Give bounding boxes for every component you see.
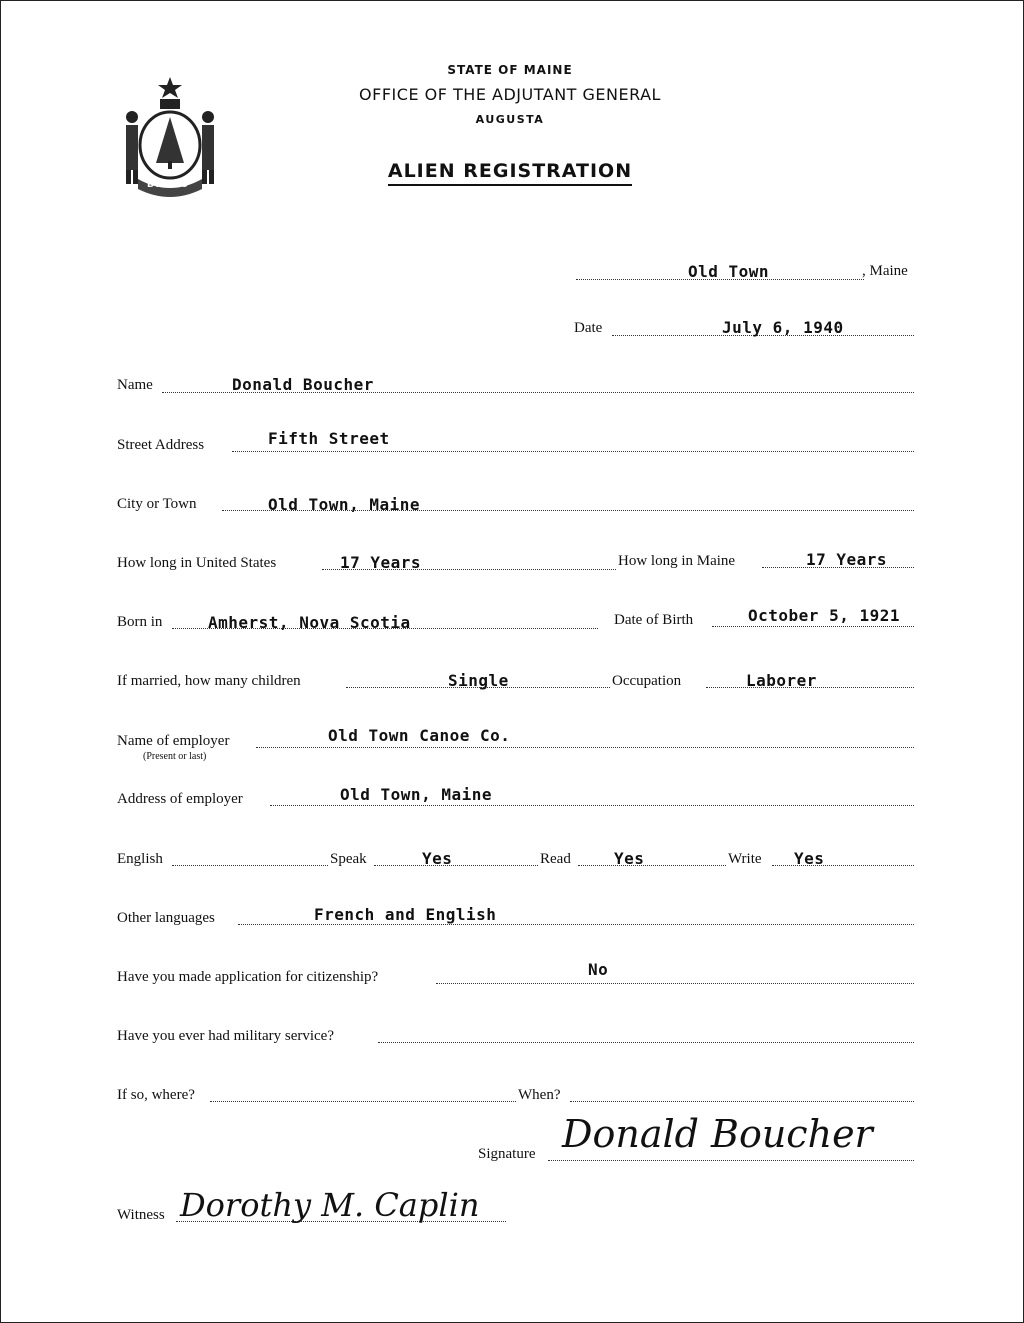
how-long-maine-label: How long in Maine (618, 553, 736, 569)
date-of-birth-label: Date of Birth (614, 612, 694, 628)
street-address-value: Fifth Street (268, 429, 390, 448)
write-value: Yes (794, 849, 825, 868)
date-label: Date (574, 320, 603, 336)
employer-address-label: Address of employer (117, 791, 243, 807)
city-heading: AUGUSTA (475, 113, 545, 126)
how-long-us-value: 17 Years (340, 553, 422, 572)
employer-label: Name of employer (117, 733, 230, 749)
read-value: Yes (614, 849, 645, 868)
name-label: Name (117, 377, 153, 393)
office-heading: OFFICE OF THE ADJUTANT GENERAL (359, 85, 661, 104)
street-address-label: Street Address (117, 437, 205, 453)
english-label: English (117, 851, 163, 867)
read-label: Read (540, 851, 571, 867)
witness-value: Dorothy M. Caplin (180, 1186, 480, 1224)
city-town-value: Old Town, Maine (268, 495, 420, 514)
employer-value: Old Town Canoe Co. (328, 726, 511, 745)
children-value: Single (448, 671, 509, 690)
where-label: If so, where? (117, 1087, 195, 1103)
state-heading: STATE OF MAINE (447, 63, 573, 77)
citizenship-label: Have you made application for citizenship? (117, 969, 379, 985)
city-town-label: City or Town (117, 496, 197, 512)
speak-label: Speak (330, 851, 367, 867)
signature-label: Signature (478, 1146, 536, 1162)
name-value: Donald Boucher (232, 375, 374, 394)
employer-sublabel: (Present or last) (143, 751, 207, 762)
citizenship-value: No (588, 960, 609, 979)
children-label: If married, how many children (117, 673, 301, 689)
occupation-value: Laborer (746, 671, 817, 690)
seal-motto: DIRIGO (147, 180, 190, 190)
form-title: ALIEN REGISTRATION (260, 160, 760, 182)
date-of-birth-value: October 5, 1921 (748, 606, 900, 625)
occupation-label: Occupation (612, 673, 682, 689)
place-state-label: , Maine (862, 263, 908, 279)
born-in-value: Amherst, Nova Scotia (208, 613, 411, 632)
signature-value: Donald Boucher (562, 1112, 873, 1156)
how-long-us-label: How long in United States (117, 555, 277, 571)
born-in-label: Born in (117, 614, 163, 630)
speak-value: Yes (422, 849, 453, 868)
other-languages-value: French and English (314, 905, 497, 924)
how-long-maine-value: 17 Years (806, 550, 888, 569)
employer-address-value: Old Town, Maine (340, 785, 492, 804)
other-languages-label: Other languages (117, 910, 215, 926)
military-label: Have you ever had military service? (117, 1028, 334, 1044)
write-label: Write (728, 851, 762, 867)
date-value: July 6, 1940 (722, 318, 844, 337)
witness-label: Witness (117, 1207, 165, 1223)
place-town-value: Old Town (688, 262, 770, 281)
when-label: When? (518, 1087, 561, 1103)
